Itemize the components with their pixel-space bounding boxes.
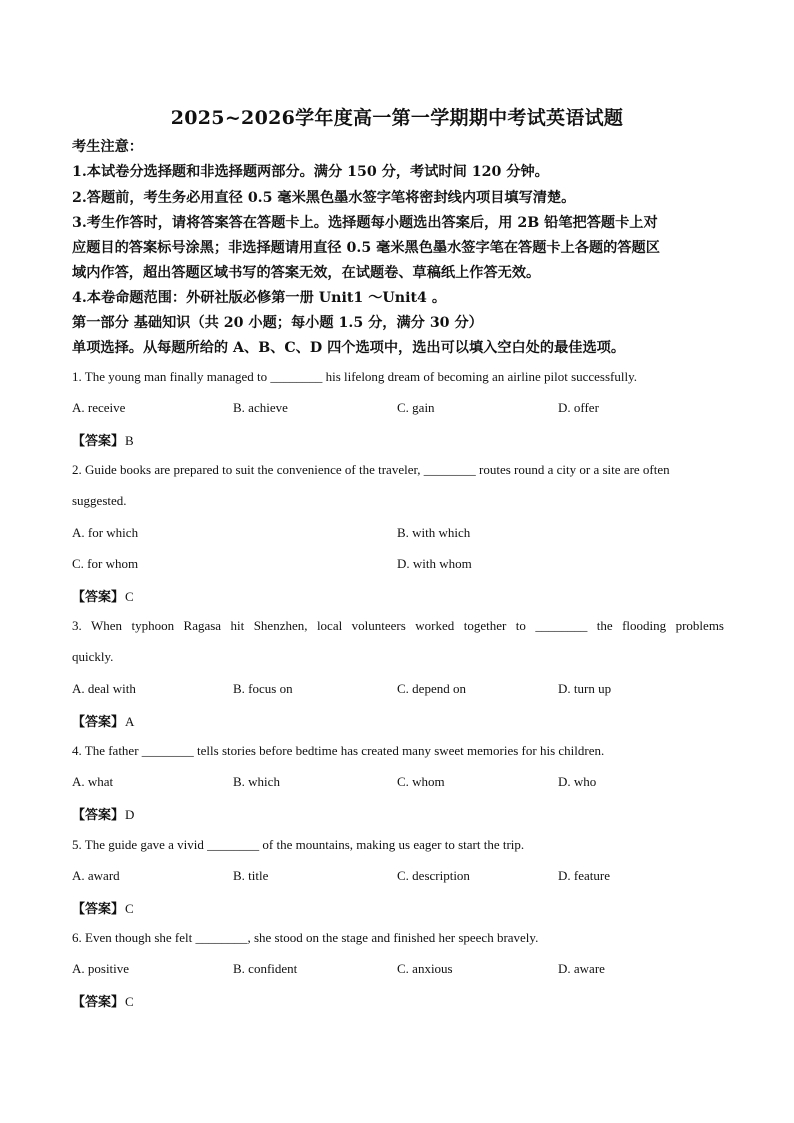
question-1-answer xyxy=(72,430,134,449)
notice-line-3b: 应题目的答案标号涂黑；非选择题请用直径 0.5 毫米黑色墨水签字笔在答题卡上各题的答题区 xyxy=(72,240,660,256)
question-2-option-d: D. with whom xyxy=(397,556,472,571)
question-6-option-c: C. anxious xyxy=(397,961,453,976)
question-2-answer xyxy=(72,586,134,605)
question-6-option-b: B. confident xyxy=(233,961,298,976)
question-3-option-d: D. turn up xyxy=(558,681,612,696)
answer-value: A xyxy=(125,714,135,729)
question-1-option-a: A. receive xyxy=(72,400,126,415)
question-2-stem-line-2: suggested. xyxy=(72,493,127,508)
question-3-answer xyxy=(72,711,134,730)
answer-value: C xyxy=(125,901,134,916)
page-title: 2025~2026学年度高一第一学期期中考试英语试题 xyxy=(170,107,624,129)
question-1-option-b: B. achieve xyxy=(233,400,288,415)
answer-value: C xyxy=(125,589,134,604)
answer-label: 【答案】 xyxy=(72,590,125,605)
question-5-stem: 5. The guide gave a vivid ________ of the mountains, making us eager to start the trip. xyxy=(72,837,525,852)
question-6-option-d: D. aware xyxy=(558,961,605,976)
question-3-stem-line-2: quickly. xyxy=(72,649,114,664)
question-6-option-a: A. positive xyxy=(72,961,130,976)
notice-line-3c: 域内作答，超出答题区域书写的答案无效，在试题卷、草稿纸上作答无效。 xyxy=(72,265,541,281)
question-4-option-b: B. which xyxy=(233,774,280,789)
question-2-option-a: A. for which xyxy=(72,525,139,540)
answer-label: 【答案】 xyxy=(72,808,125,823)
question-1-option-c: C. gain xyxy=(397,400,435,415)
notice-line-3a: 3.考生作答时，请将答案答在答题卡上。选择题每小题选出答案后，用 2B 铅笔把答题卡上对 xyxy=(72,215,658,231)
question-5-option-c: C. description xyxy=(397,868,470,883)
notice-line-4: 4.本卷命题范围：外研社版必修第一册 Unit1 ～Unit4 。 xyxy=(72,290,447,306)
question-1-stem: 1. The young man finally managed to ________ his lifelong dream of becoming an airline pilot successfully. xyxy=(72,369,638,384)
question-4-answer xyxy=(72,804,134,823)
question-2-stem-line-1: 2. Guide books are prepared to suit the convenience of the traveler, ________ routes round a city or a site are often xyxy=(72,462,670,477)
section-heading: 第一部分 基础知识（共 20 小题；每小题 1.5 分，满分 30 分） xyxy=(72,315,483,331)
question-4-stem: 4. The father ________ tells stories before bedtime has created many sweet memories for his children. xyxy=(72,743,605,758)
question-5-option-d: D. feature xyxy=(558,868,610,883)
answer-label: 【答案】 xyxy=(72,715,125,730)
question-3-option-a: A. deal with xyxy=(72,681,136,696)
question-6-stem: 6. Even though she felt ________, she stood on the stage and finished her speech bravely. xyxy=(72,930,539,945)
notice-line-2: 2.答题前，考生务必用直径 0.5 毫米黑色墨水签字笔将密封线内项目填写清楚。 xyxy=(72,190,576,206)
answer-value: D xyxy=(125,807,135,822)
question-5-option-a: A. award xyxy=(72,868,120,883)
answer-value: C xyxy=(125,994,134,1009)
question-3-option-b: B. focus on xyxy=(233,681,293,696)
answer-label: 【答案】 xyxy=(72,995,125,1010)
answer-label: 【答案】 xyxy=(72,902,125,917)
question-1-option-d: D. offer xyxy=(558,400,599,415)
question-4-option-d: D. who xyxy=(558,774,597,789)
section-instruction: 单项选择。从每题所给的 A、B、C、D 四个选项中，选出可以填入空白处的最佳选项。 xyxy=(72,340,626,356)
question-3-option-c: C. depend on xyxy=(397,681,466,696)
question-2-option-b: B. with which xyxy=(397,525,471,540)
answer-value: B xyxy=(125,433,134,448)
notice-heading: 考生注意： xyxy=(72,139,143,155)
question-6-answer xyxy=(72,991,134,1010)
question-4-option-c: C. whom xyxy=(397,774,445,789)
question-3-stem-line-1: 3. When typhoon Ragasa hit Shenzhen, local volunteers worked together to ________ the flooding problems xyxy=(72,618,724,633)
answer-label: 【答案】 xyxy=(72,434,125,449)
question-2-option-c: C. for whom xyxy=(72,556,139,571)
question-5-answer xyxy=(72,898,134,917)
question-5-option-b: B. title xyxy=(233,868,269,883)
question-4-option-a: A. what xyxy=(72,774,114,789)
notice-line-1: 1.本试卷分选择题和非选择题两部分。满分 150 分，考试时间 120 分钟。 xyxy=(72,164,549,180)
